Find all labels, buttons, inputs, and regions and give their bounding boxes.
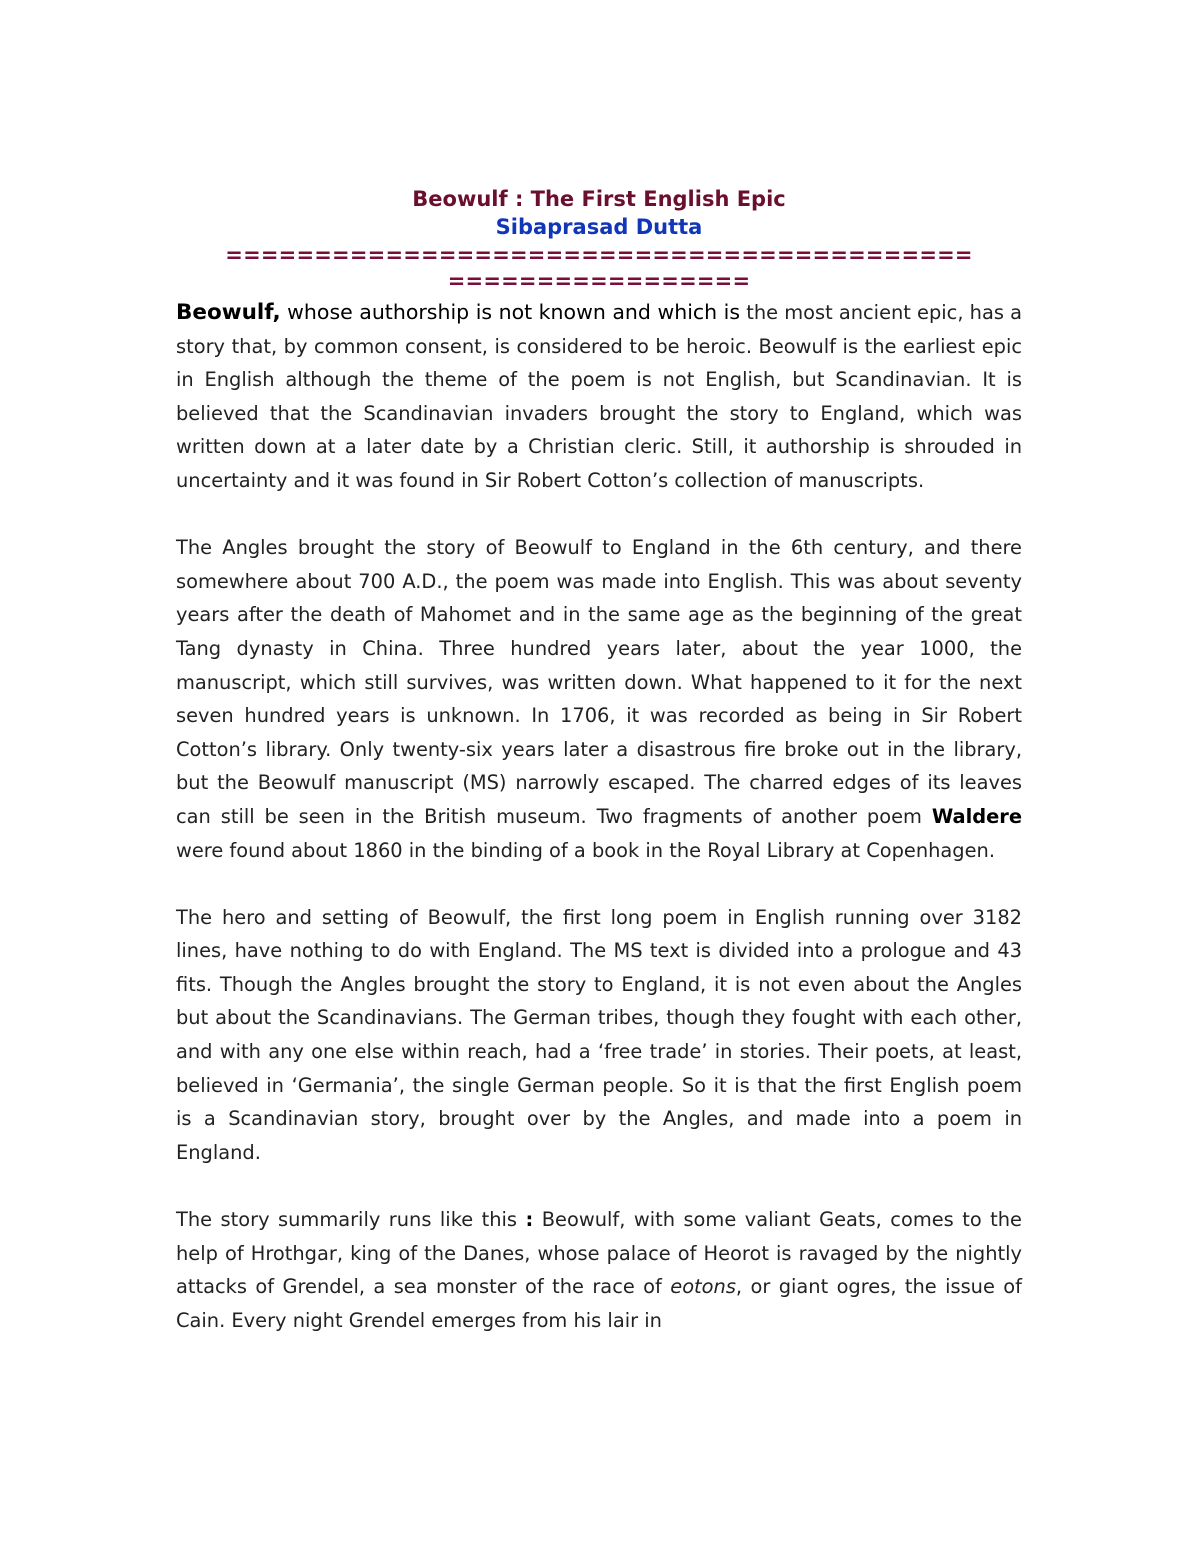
lead-bold-text: Beowulf,	[176, 300, 281, 325]
lead-emphasis-text: whose authorship is not known and which is	[280, 300, 741, 324]
paragraph-2-text-after: were found about 1860 in the binding of a book in the Royal Library at Copenhagen.	[176, 838, 995, 862]
document-page	[176, 184, 1022, 1371]
paragraph-4-italic: eotons	[670, 1275, 736, 1299]
paragraph-2	[176, 531, 1022, 867]
paragraph-4-text-after: , or giant ogres, the issue of Cain. Every night Grendel emerges from his lair in	[176, 1275, 1022, 1332]
paragraph-1-text: the most ancient epic, has a story that, by common consent, is considered to be heroic. Beowulf is the earliest epic in English although the theme of the poem is not English, but Scandinavian. It is believed that the Scandinavian invaders brought the story to England, which was written down at a later date by a Christian cleric. Still, it authorship is shrouded in uncertainty and it was found in Sir Robert Cotton’s collection of manuscripts.	[176, 301, 1022, 492]
paragraph-3-text: The hero and setting of Beowulf, the first long poem in English running over 3182 lines, have nothing to do with England. The MS text is divided into a prologue and 43 fits. Though the Angles brought the story to England, it is not even about the Angles but about the Scandinavians. The German tribes, though they fought with each other, and with any one else within reach, had a ‘free trade’ in stories. Their poets, at least, believed in ‘Germania’, the single German people. So it is that the first English poem is a Scandinavian story, brought over by the Angles, and made into a poem in England.	[176, 905, 1022, 1164]
paragraph-4-text-before: The story summarily runs like this	[176, 1208, 526, 1232]
separator-rule-1: ==========================================	[225, 243, 973, 267]
document-author: Sibaprasad Dutta	[495, 215, 703, 239]
paragraph-4-bold-colon: :	[525, 1208, 534, 1232]
document-title: Beowulf : The First English Epic	[412, 187, 786, 211]
separator-rule-2: =================	[447, 269, 751, 293]
paragraph-2-bold: Waldere	[931, 804, 1022, 828]
paragraph-4-text-mid: Beowulf, with some valiant Geats, comes to the help of Hrothgar, king of the Danes, whose palace of Heorot is ravaged by the nightly attacks of Grendel, a sea monster of the race of	[176, 1208, 1022, 1299]
paragraph-1	[176, 296, 1022, 498]
paragraph-3	[176, 901, 1022, 1170]
paragraph-2-text-before: The Angles brought the story of Beowulf to England in the 6th century, and there somewhere about 700 A.D., the poem was made into English. This was about seventy years after the death of Mahomet and in the same age as the beginning of the great Tang dynasty in China. Three hundred years later, about the year 1000, the manuscript, which still survives, was written down. What happened to it for the next seven hundred years is unknown. In 1706, it was recorded as being in Sir Robert Cotton’s library. Only twenty-six years later a disastrous fire broke out in the library, but the Beowulf manuscript (MS) narrowly escaped. The charred edges of its leaves can still be seen in the British museum. Two fragments of another poem	[176, 536, 1022, 828]
paragraph-4	[176, 1203, 1022, 1337]
